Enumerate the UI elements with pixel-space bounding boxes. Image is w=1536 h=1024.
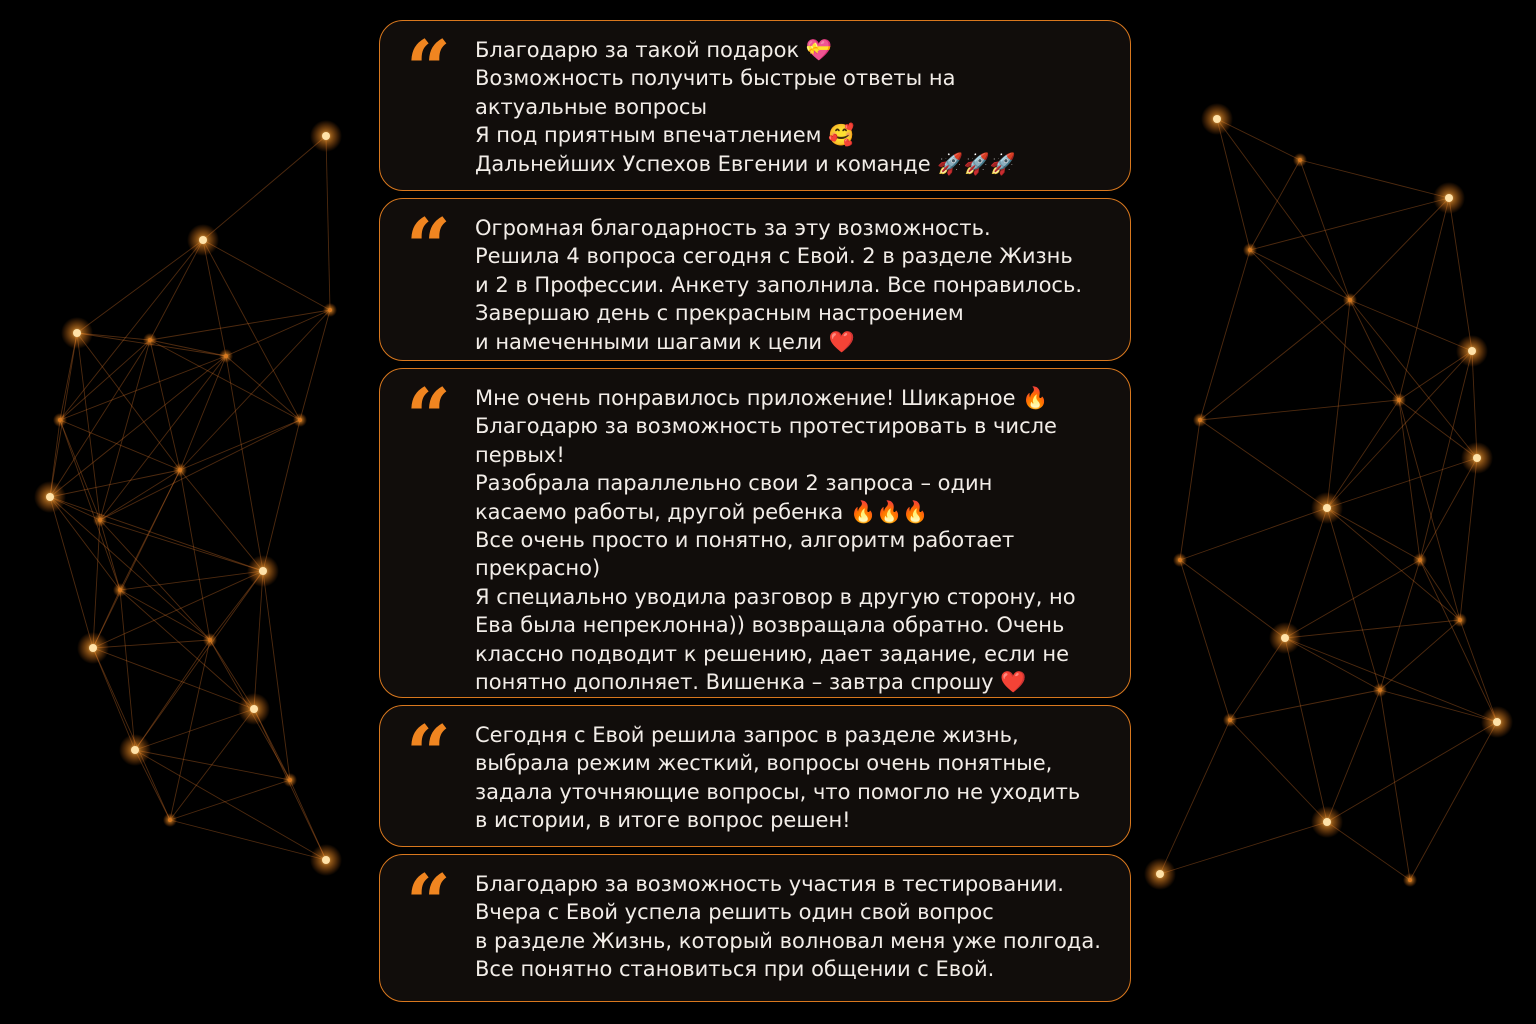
network-line [1410, 722, 1497, 880]
network-node [1418, 558, 1422, 562]
network-line [60, 420, 180, 470]
network-node [1458, 618, 1462, 622]
network-line [120, 470, 180, 590]
testimonial-line: понятно дополняет. Вишенка – завтра спрошу ❤️ [475, 670, 1027, 695]
network-line [1250, 198, 1449, 250]
network-node [148, 338, 152, 342]
network-line [170, 780, 290, 820]
network-line [135, 750, 290, 780]
network-line [120, 590, 210, 640]
network-line [263, 571, 290, 780]
network-node [298, 418, 302, 422]
testimonial-line: в разделе Жизнь, который волновал меня уже полгода. [475, 928, 1101, 953]
network-line [1420, 458, 1477, 560]
testimonial-line: Вчера с Евой успела решить один свой вопрос [475, 900, 994, 925]
network-node [259, 567, 267, 575]
network-node [1178, 558, 1182, 562]
network-line [180, 310, 330, 470]
network-line [203, 136, 326, 240]
network-node [328, 308, 332, 312]
network-line [150, 240, 203, 340]
network-line [326, 136, 330, 310]
network-node [1468, 347, 1476, 355]
network-line [1300, 160, 1449, 198]
network-node [1493, 718, 1501, 726]
network-line [226, 356, 300, 420]
network-line [1350, 300, 1472, 351]
network-node [168, 818, 172, 822]
network-node [1281, 634, 1289, 642]
network-line [100, 420, 300, 520]
quote-icon: “ [406, 24, 451, 115]
network-line [150, 310, 330, 340]
network-line [203, 240, 226, 356]
network-line [50, 497, 263, 571]
network-node [178, 468, 182, 472]
testimonial-text [475, 384, 1112, 696]
network-line [180, 470, 210, 640]
network-line [1449, 198, 1472, 351]
network-node [1228, 718, 1232, 722]
network-line [170, 820, 326, 860]
testimonial-line: Все понятно становиться при общении с Евой. [475, 957, 995, 982]
network-line [150, 340, 226, 356]
testimonial-line: прекрасно) [475, 556, 601, 581]
network-node [322, 856, 330, 864]
network-line [1200, 300, 1350, 420]
network-node [98, 518, 102, 522]
network-node [1198, 418, 1202, 422]
testimonial-line: и намеченными шагами к цели ❤️ [475, 329, 855, 354]
network-node [118, 588, 122, 592]
testimonial-text [475, 721, 1112, 835]
network-line [1200, 250, 1250, 420]
network-line [1217, 119, 1350, 300]
network-node [1248, 248, 1252, 252]
testimonial-line: актуальные вопросы [475, 94, 708, 119]
network-line [1350, 198, 1449, 300]
network-line [1160, 720, 1230, 874]
network-line [226, 310, 330, 356]
network-line [226, 356, 263, 571]
testimonial-line: Все очень просто и понятно, алгоритм работает [475, 528, 1015, 553]
network-line [180, 420, 300, 470]
network-line [1420, 560, 1497, 722]
network-line [120, 590, 254, 709]
network-node [131, 746, 139, 754]
network-node [58, 418, 62, 422]
network-line [1327, 722, 1497, 822]
network-node [46, 493, 54, 501]
testimonial-line: Завершаю день с прекрасным настроением [475, 301, 964, 326]
network-line [50, 497, 210, 640]
network-line [93, 640, 210, 648]
network-node [250, 705, 258, 713]
network-line [180, 356, 226, 470]
network-line [50, 497, 93, 648]
network-line [1350, 300, 1399, 400]
network-line [1285, 508, 1327, 638]
network-line [1327, 351, 1472, 508]
network-line [1399, 400, 1460, 620]
testimonial-card [379, 20, 1131, 191]
quote-icon: “ [406, 202, 451, 293]
testimonial-card [379, 854, 1131, 1002]
testimonial-text [475, 36, 1112, 178]
network-line [1230, 690, 1380, 720]
network-node [1378, 688, 1382, 692]
network-line [93, 520, 100, 648]
network-line [1460, 458, 1477, 620]
testimonial-line: Мне очень понравилось приложение! Шикарное 🔥 [475, 386, 1049, 410]
network-line [1327, 508, 1380, 690]
network-line [1180, 508, 1327, 560]
network-line [1217, 119, 1250, 250]
testimonial-line: в истории, в итоге вопрос решен! [475, 808, 851, 833]
network-node [1156, 870, 1164, 878]
testimonial-line: Я специально уводила разговор в другую сторону, но [475, 584, 1076, 609]
network-node [208, 638, 212, 642]
network-node [1298, 158, 1302, 162]
network-line [1160, 822, 1327, 874]
network-node [1445, 194, 1453, 202]
testimonial-line: первых! [475, 442, 565, 467]
network-line [1327, 400, 1399, 508]
testimonial-line: и 2 в Профессии. Анкету заполнила. Все понравилось. [475, 272, 1083, 297]
quote-icon: “ [406, 858, 451, 949]
network-line [50, 470, 180, 497]
testimonial-line: Ева была непреклонна)) возвращала обратно. Очень [475, 613, 1065, 638]
testimonial-line: Благодарю за возможность протестировать в числе [475, 414, 1057, 439]
testimonial-line: Огромная благодарность за эту возможность. [475, 216, 991, 240]
network-line [1285, 638, 1380, 690]
network-line [1380, 690, 1410, 880]
network-node [199, 236, 207, 244]
network-line [1230, 720, 1327, 822]
testimonial-text [475, 870, 1112, 984]
testimonial-line: Дальнейших Успехов Евгении и команде 🚀🚀🚀 [475, 151, 1016, 176]
network-line [1380, 690, 1497, 722]
quote-icon: “ [406, 709, 451, 800]
network-node [224, 354, 228, 358]
testimonial-text [475, 214, 1112, 356]
network-line [1327, 690, 1380, 822]
network-line [93, 648, 254, 709]
network-line [1200, 400, 1399, 420]
network-node [322, 132, 330, 140]
quote-icon: “ [406, 372, 451, 463]
testimonial-card [379, 368, 1131, 698]
testimonial-line: выбрала режим жесткий, вопросы очень понятные, [475, 751, 1053, 776]
network-node [1348, 298, 1352, 302]
network-line [93, 648, 135, 750]
testimonial-line: задала уточняющие вопросы, что помогло не уходить [475, 779, 1081, 804]
testimonial-line: Сегодня с Евой решила запрос в разделе жизнь, [475, 723, 1019, 747]
network-line [1200, 420, 1327, 508]
testimonial-line: классно подводит к решению, дает задание, если не [475, 641, 1070, 666]
network-node [288, 778, 292, 782]
network-line [93, 648, 170, 820]
network-line [180, 470, 263, 571]
testimonial-line: Благодарю за возможность участия в тестировании. [475, 872, 1064, 896]
network-node [73, 329, 81, 337]
network-line [1180, 560, 1230, 720]
testimonial-line: касаемо работы, другой ребенка 🔥🔥🔥 [475, 499, 929, 524]
network-line [254, 571, 263, 709]
testimonial-card [379, 198, 1131, 361]
network-node [1408, 878, 1412, 882]
network-node [1323, 504, 1331, 512]
testimonial-line: Решила 4 вопроса сегодня с Евой. 2 в разделе Жизнь [475, 244, 1073, 269]
network-line [1420, 560, 1460, 620]
network-line [1472, 351, 1477, 458]
network-line [50, 497, 120, 590]
network-node [89, 644, 97, 652]
network-line [1350, 300, 1477, 458]
network-node [1473, 454, 1481, 462]
network-line [135, 640, 210, 750]
network-line [1399, 400, 1420, 560]
network-line [1285, 638, 1327, 822]
network-line [1180, 560, 1285, 638]
network-line [1380, 620, 1460, 690]
testimonial-line: Я под приятным впечатлением 🥰 [475, 123, 855, 148]
testimonial-card [379, 705, 1131, 847]
network-node [1323, 818, 1331, 826]
network-line [1460, 620, 1497, 722]
testimonial-line: Благодарю за такой подарок 💝 [475, 38, 832, 62]
network-line [1180, 420, 1200, 560]
network-line [263, 420, 300, 571]
network-line [135, 709, 254, 750]
network-node [1397, 398, 1401, 402]
network-node [1213, 115, 1221, 123]
testimonial-line: Возможность получить быстрые ответы на [475, 66, 956, 91]
testimonial-line: Разобрала параллельно свои 2 запроса – один [475, 471, 993, 496]
